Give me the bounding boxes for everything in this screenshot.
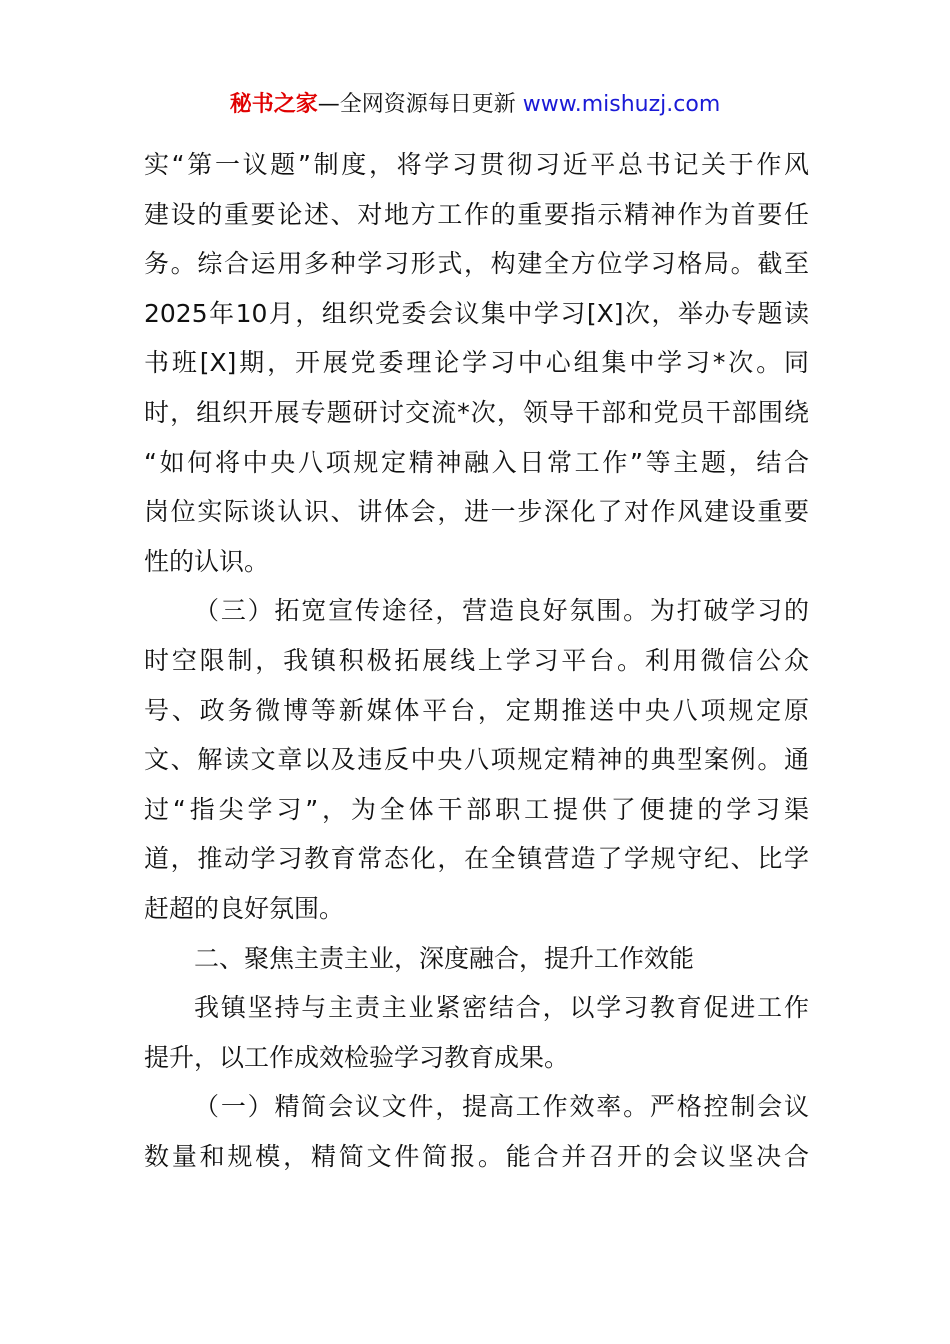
text-line: 2025年10月，组织党委会议集中学习[X]次，举办专题读: [144, 298, 809, 328]
text-line: 道，推动学习教育常态化，在全镇营造了学规守纪、比学: [144, 844, 809, 874]
site-url-link[interactable]: www.mishuzj.com: [522, 92, 721, 117]
text-line: 性的认识。: [144, 546, 270, 576]
brand-name: 秘书之家: [229, 92, 318, 117]
text-line: 我镇坚持与主责主业紧密结合，以学习教育促进工作: [194, 993, 809, 1023]
text-line: 号、政务微博等新媒体平台，定期推送中央八项规定原: [144, 695, 809, 725]
text-line: “如何将中央八项规定精神融入日常工作”等主题，结合: [144, 447, 809, 477]
text-line: 时，组织开展专题研讨交流*次，领导干部和党员干部围绕: [144, 397, 809, 427]
text-line: 二、聚焦主责主业，深度融合，提升工作效能: [194, 943, 695, 973]
text-line: （三）拓宽宣传途径，营造良好氛围。为打破学习的: [194, 596, 809, 626]
text-line: 时空限制，我镇积极拓展线上学习平台。利用微信公众: [144, 645, 809, 675]
text-line: 岗位实际谈认识、讲体会，进一步深化了对作风建设重要: [144, 497, 809, 527]
text-line: 书班[X]期，开展党委理论学习中心组集中学习*次。同: [144, 348, 809, 378]
text-line: 过“指尖学习”，为全体干部职工提供了便捷的学习渠: [144, 794, 809, 824]
text-line: 实“第一议题”制度，将学习贯彻习近平总书记关于作风: [144, 150, 809, 179]
header-tagline: —全网资源每日更新: [317, 92, 523, 117]
text-line: 赶超的良好氛围。: [144, 893, 345, 923]
text-line: 务。综合运用多种学习形式，构建全方位学习格局。截至: [144, 249, 809, 279]
document-body: [144, 140, 809, 1181]
text-line: （一）精简会议文件，提高工作效率。严格控制会议: [194, 1092, 809, 1122]
text-line: 文、解读文章以及违反中央八项规定精神的典型案例。通: [144, 745, 809, 775]
text-line: 数量和规模，精简文件简报。能合并召开的会议坚决合: [144, 1141, 809, 1171]
text-line: 建设的重要论述、对地方工作的重要指示精神作为首要任: [144, 199, 809, 229]
text-line: 提升，以工作成效检验学习教育成果。: [144, 1042, 570, 1072]
site-header: [0, 88, 950, 122]
